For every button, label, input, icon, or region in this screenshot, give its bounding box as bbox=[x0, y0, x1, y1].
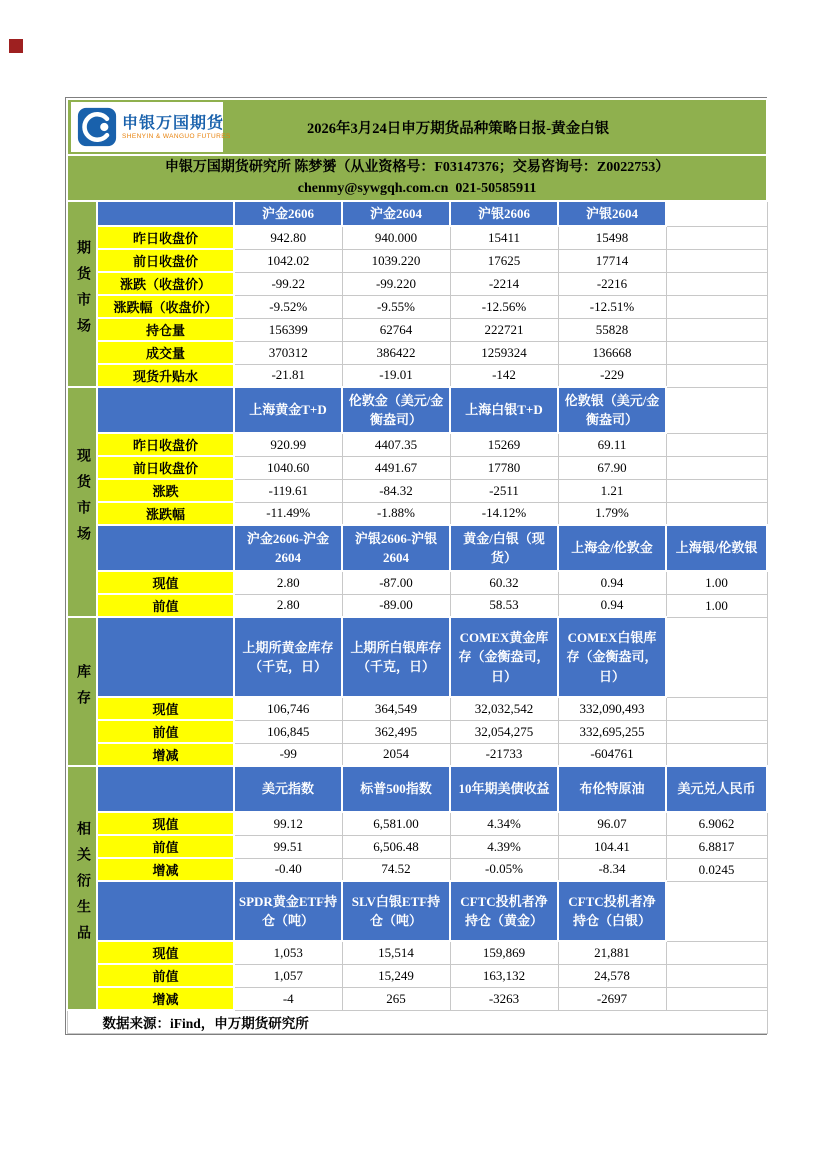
cell-value: -1.88% bbox=[342, 502, 450, 525]
cell-value: 1259324 bbox=[450, 341, 558, 364]
col-header: 标普500指数 bbox=[342, 766, 450, 812]
table-row bbox=[67, 941, 767, 964]
cell-value: -21.81 bbox=[234, 364, 342, 387]
cell-value: -99 bbox=[234, 743, 342, 766]
col-header: 黄金/白银（现货） bbox=[450, 525, 558, 571]
cell-value: 1.00 bbox=[666, 571, 767, 594]
cell-value: 386422 bbox=[342, 341, 450, 364]
cell-value: 32,054,275 bbox=[450, 720, 558, 743]
table-row bbox=[67, 364, 767, 387]
table-row bbox=[67, 571, 767, 594]
cell-value: 67.90 bbox=[558, 456, 666, 479]
cell-value: 0.94 bbox=[558, 594, 666, 617]
cell-value: 1042.02 bbox=[234, 249, 342, 272]
table-row bbox=[67, 858, 767, 881]
col-header: 上海金/伦敦金 bbox=[558, 525, 666, 571]
cell-value: 159,869 bbox=[450, 941, 558, 964]
cell-empty bbox=[666, 502, 767, 525]
table-row bbox=[67, 318, 767, 341]
row-label: 涨跌（收盘价） bbox=[97, 272, 234, 295]
header-spacer bbox=[97, 881, 234, 941]
cell-empty bbox=[666, 456, 767, 479]
col-header: 上海黄金T+D bbox=[234, 387, 342, 433]
cell-value: -119.61 bbox=[234, 479, 342, 502]
cell-empty bbox=[666, 226, 767, 249]
cell-value: 1.00 bbox=[666, 594, 767, 617]
cell-value: 69.11 bbox=[558, 433, 666, 456]
col-header: 布伦特原油 bbox=[558, 766, 666, 812]
logo-cn-text: 申银万国期货 bbox=[122, 114, 225, 132]
cell-value: -11.49% bbox=[234, 502, 342, 525]
cell-empty bbox=[666, 249, 767, 272]
row-label: 现值 bbox=[97, 812, 234, 835]
table-row bbox=[67, 456, 767, 479]
row-label: 成交量 bbox=[97, 341, 234, 364]
cell-value: 1039.220 bbox=[342, 249, 450, 272]
col-header: CFTC投机者净持仓（黄金） bbox=[450, 881, 558, 941]
etf-header-row bbox=[67, 881, 767, 941]
row-label: 增减 bbox=[97, 743, 234, 766]
cell-value: 1,057 bbox=[234, 964, 342, 987]
cell-value: 2054 bbox=[342, 743, 450, 766]
cell-value: -8.34 bbox=[558, 858, 666, 881]
table-row bbox=[67, 272, 767, 295]
cell-value: -12.56% bbox=[450, 295, 558, 318]
cell-empty bbox=[666, 941, 767, 964]
cell-value: -21733 bbox=[450, 743, 558, 766]
cell-value: 2.80 bbox=[234, 571, 342, 594]
col-header: 沪银2604 bbox=[558, 201, 666, 226]
cell-value: 0.94 bbox=[558, 571, 666, 594]
cell-empty bbox=[666, 364, 767, 387]
contact-info bbox=[67, 155, 767, 201]
group-label-inventory: 库存 bbox=[67, 617, 97, 766]
col-header: 上海银/伦敦银 bbox=[666, 525, 767, 571]
table-row bbox=[67, 479, 767, 502]
row-label: 增减 bbox=[97, 858, 234, 881]
cell-value: 4407.35 bbox=[342, 433, 450, 456]
cell-value: 370312 bbox=[234, 341, 342, 364]
row-label: 现值 bbox=[97, 697, 234, 720]
cell-value: 6,581.00 bbox=[342, 812, 450, 835]
cell-empty bbox=[666, 697, 767, 720]
col-header: 沪银2606 bbox=[450, 201, 558, 226]
header-spacer bbox=[97, 525, 234, 571]
group-label-derivatives: 相关衍生品 bbox=[67, 766, 97, 1010]
cell-value: 364,549 bbox=[342, 697, 450, 720]
derivatives-header-row bbox=[67, 766, 767, 812]
cell-value: -0.05% bbox=[450, 858, 558, 881]
cell-value: -9.55% bbox=[342, 295, 450, 318]
cell-value: 920.99 bbox=[234, 433, 342, 456]
cell-value: 136668 bbox=[558, 341, 666, 364]
cell-value: 15269 bbox=[450, 433, 558, 456]
cell-value: -84.32 bbox=[342, 479, 450, 502]
cell-value: -2216 bbox=[558, 272, 666, 295]
cell-value: 17780 bbox=[450, 456, 558, 479]
row-label: 现值 bbox=[97, 571, 234, 594]
cell-empty bbox=[666, 201, 767, 226]
cell-value: 4.39% bbox=[450, 835, 558, 858]
table-row bbox=[67, 341, 767, 364]
row-label: 昨日收盘价 bbox=[97, 433, 234, 456]
cell-value: 265 bbox=[342, 987, 450, 1010]
col-header: 美元兑人民币 bbox=[666, 766, 767, 812]
col-header: 上期所白银库存（千克，日） bbox=[342, 617, 450, 697]
report-title: 2026年3月24日申万期货品种策略日报-黄金白银 bbox=[307, 120, 610, 137]
cell-value: 6,506.48 bbox=[342, 835, 450, 858]
spot-spread-header-row bbox=[67, 525, 767, 571]
cell-value: -12.51% bbox=[558, 295, 666, 318]
cell-empty bbox=[666, 318, 767, 341]
cell-value: 1040.60 bbox=[234, 456, 342, 479]
cell-value: -142 bbox=[450, 364, 558, 387]
cell-empty bbox=[666, 987, 767, 1010]
cell-value: -2697 bbox=[558, 987, 666, 1010]
red-square-marker bbox=[9, 39, 23, 53]
cell-value: -2511 bbox=[450, 479, 558, 502]
header-spacer bbox=[97, 766, 234, 812]
cell-value: 6.8817 bbox=[666, 835, 767, 858]
cell-value: 104.41 bbox=[558, 835, 666, 858]
cell-value: 942.80 bbox=[234, 226, 342, 249]
cell-value: -229 bbox=[558, 364, 666, 387]
cell-value: -19.01 bbox=[342, 364, 450, 387]
cell-empty bbox=[666, 433, 767, 456]
header-spacer bbox=[97, 387, 234, 433]
logo-globe-icon bbox=[77, 107, 117, 147]
cell-value: -14.12% bbox=[450, 502, 558, 525]
cell-value: 74.52 bbox=[342, 858, 450, 881]
col-header: 10年期美债收益 bbox=[450, 766, 558, 812]
table-row bbox=[67, 835, 767, 858]
report-header bbox=[67, 99, 767, 155]
row-label: 前值 bbox=[97, 964, 234, 987]
title-row bbox=[67, 99, 767, 155]
contact-row bbox=[67, 155, 767, 201]
cell-value: 99.12 bbox=[234, 812, 342, 835]
row-label: 现值 bbox=[97, 941, 234, 964]
cell-value: 106,746 bbox=[234, 697, 342, 720]
table-row bbox=[67, 594, 767, 617]
col-header: SLV白银ETF持仓（吨） bbox=[342, 881, 450, 941]
logo bbox=[71, 102, 231, 152]
row-label: 涨跌 bbox=[97, 479, 234, 502]
col-header: COMEX白银库存（金衡盎司，日） bbox=[558, 617, 666, 697]
row-label: 前日收盘价 bbox=[97, 249, 234, 272]
cell-value: -0.40 bbox=[234, 858, 342, 881]
cell-value: 2.80 bbox=[234, 594, 342, 617]
inventory-header-row bbox=[67, 617, 767, 697]
data-source: 数据来源：iFind，申万期货研究所 bbox=[67, 1010, 767, 1034]
cell-value: 15,249 bbox=[342, 964, 450, 987]
row-label: 现货升贴水 bbox=[97, 364, 234, 387]
cell-value: 163,132 bbox=[450, 964, 558, 987]
cell-value: 1.79% bbox=[558, 502, 666, 525]
col-header: 沪金2606-沪金2604 bbox=[234, 525, 342, 571]
col-header: 沪银2606-沪银2604 bbox=[342, 525, 450, 571]
cell-empty bbox=[666, 617, 767, 697]
cell-value: -87.00 bbox=[342, 571, 450, 594]
cell-value: 15,514 bbox=[342, 941, 450, 964]
cell-value: 332,695,255 bbox=[558, 720, 666, 743]
row-label: 前值 bbox=[97, 720, 234, 743]
cell-value: 17625 bbox=[450, 249, 558, 272]
cell-value: 0.0245 bbox=[666, 858, 767, 881]
cell-value: 15411 bbox=[450, 226, 558, 249]
row-label: 增减 bbox=[97, 987, 234, 1010]
table-row bbox=[67, 433, 767, 456]
cell-value: 222721 bbox=[450, 318, 558, 341]
contact-line1: 申银万国期货研究所 陈梦赟（从业资格号：F03147376；交易咨询号：Z0022753） bbox=[164, 160, 670, 175]
col-header: 上期所黄金库存（千克，日） bbox=[234, 617, 342, 697]
contact-line2: chenmy@sywgqh.com.cn 021-50585911 bbox=[297, 181, 537, 196]
cell-value: 17714 bbox=[558, 249, 666, 272]
cell-empty bbox=[666, 964, 767, 987]
col-header: 沪金2606 bbox=[234, 201, 342, 226]
table-row bbox=[67, 743, 767, 766]
cell-value: 1,053 bbox=[234, 941, 342, 964]
cell-empty bbox=[666, 387, 767, 433]
col-header: SPDR黄金ETF持仓（吨） bbox=[234, 881, 342, 941]
cell-value: 96.07 bbox=[558, 812, 666, 835]
cell-value: 62764 bbox=[342, 318, 450, 341]
cell-value: -4 bbox=[234, 987, 342, 1010]
col-header: COMEX黄金库存（金衡盎司，日） bbox=[450, 617, 558, 697]
cell-value: 24,578 bbox=[558, 964, 666, 987]
table-row bbox=[67, 812, 767, 835]
cell-value: 6.9062 bbox=[666, 812, 767, 835]
table-row bbox=[67, 987, 767, 1010]
row-label: 涨跌幅（收盘价） bbox=[97, 295, 234, 318]
cell-value: 58.53 bbox=[450, 594, 558, 617]
cell-value: 60.32 bbox=[450, 571, 558, 594]
table-row bbox=[67, 720, 767, 743]
cell-value: 99.51 bbox=[234, 835, 342, 858]
cell-empty bbox=[666, 272, 767, 295]
cell-value: 940.000 bbox=[342, 226, 450, 249]
table-row bbox=[67, 964, 767, 987]
cell-empty bbox=[666, 341, 767, 364]
row-label: 昨日收盘价 bbox=[97, 226, 234, 249]
row-label: 前日收盘价 bbox=[97, 456, 234, 479]
table-row bbox=[67, 502, 767, 525]
cell-value: -3263 bbox=[450, 987, 558, 1010]
group-label-spot: 现货市场 bbox=[67, 387, 97, 617]
table-row bbox=[67, 249, 767, 272]
row-label: 前值 bbox=[97, 594, 234, 617]
cell-value: 106,845 bbox=[234, 720, 342, 743]
col-header: CFTC投机者净持仓（白银） bbox=[558, 881, 666, 941]
cell-value: 1.21 bbox=[558, 479, 666, 502]
cell-value: -9.52% bbox=[234, 295, 342, 318]
cell-empty bbox=[666, 881, 767, 941]
row-label: 涨跌幅 bbox=[97, 502, 234, 525]
table-row bbox=[67, 295, 767, 318]
cell-value: 15498 bbox=[558, 226, 666, 249]
cell-empty bbox=[666, 295, 767, 318]
header-spacer bbox=[97, 201, 234, 226]
report-table bbox=[65, 97, 767, 1035]
header-spacer bbox=[97, 617, 234, 697]
cell-empty bbox=[666, 720, 767, 743]
col-header: 上海白银T+D bbox=[450, 387, 558, 433]
logo-en-text: SHENYIN & WANGUO FUTURES bbox=[122, 133, 231, 141]
table-row bbox=[67, 226, 767, 249]
cell-value: 21,881 bbox=[558, 941, 666, 964]
col-header: 美元指数 bbox=[234, 766, 342, 812]
col-header: 沪金2604 bbox=[342, 201, 450, 226]
futures-header-row bbox=[67, 201, 767, 226]
cell-value: 55828 bbox=[558, 318, 666, 341]
cell-value: -2214 bbox=[450, 272, 558, 295]
cell-value: 32,032,542 bbox=[450, 697, 558, 720]
cell-value: -89.00 bbox=[342, 594, 450, 617]
cell-value: -604761 bbox=[558, 743, 666, 766]
col-header: 伦敦银（美元/金衡盎司） bbox=[558, 387, 666, 433]
spot-header-row bbox=[67, 387, 767, 433]
cell-value: 332,090,493 bbox=[558, 697, 666, 720]
logo-text bbox=[122, 114, 231, 140]
cell-value: 362,495 bbox=[342, 720, 450, 743]
table-row bbox=[67, 697, 767, 720]
col-header: 伦敦金（美元/金衡盎司） bbox=[342, 387, 450, 433]
cell-value: -99.220 bbox=[342, 272, 450, 295]
cell-value: 156399 bbox=[234, 318, 342, 341]
cell-empty bbox=[666, 479, 767, 502]
cell-empty bbox=[666, 743, 767, 766]
cell-value: -99.22 bbox=[234, 272, 342, 295]
group-label-futures: 期货市场 bbox=[67, 201, 97, 387]
cell-value: 4.34% bbox=[450, 812, 558, 835]
row-label: 持仓量 bbox=[97, 318, 234, 341]
footer-row bbox=[67, 1010, 767, 1034]
cell-value: 4491.67 bbox=[342, 456, 450, 479]
row-label: 前值 bbox=[97, 835, 234, 858]
